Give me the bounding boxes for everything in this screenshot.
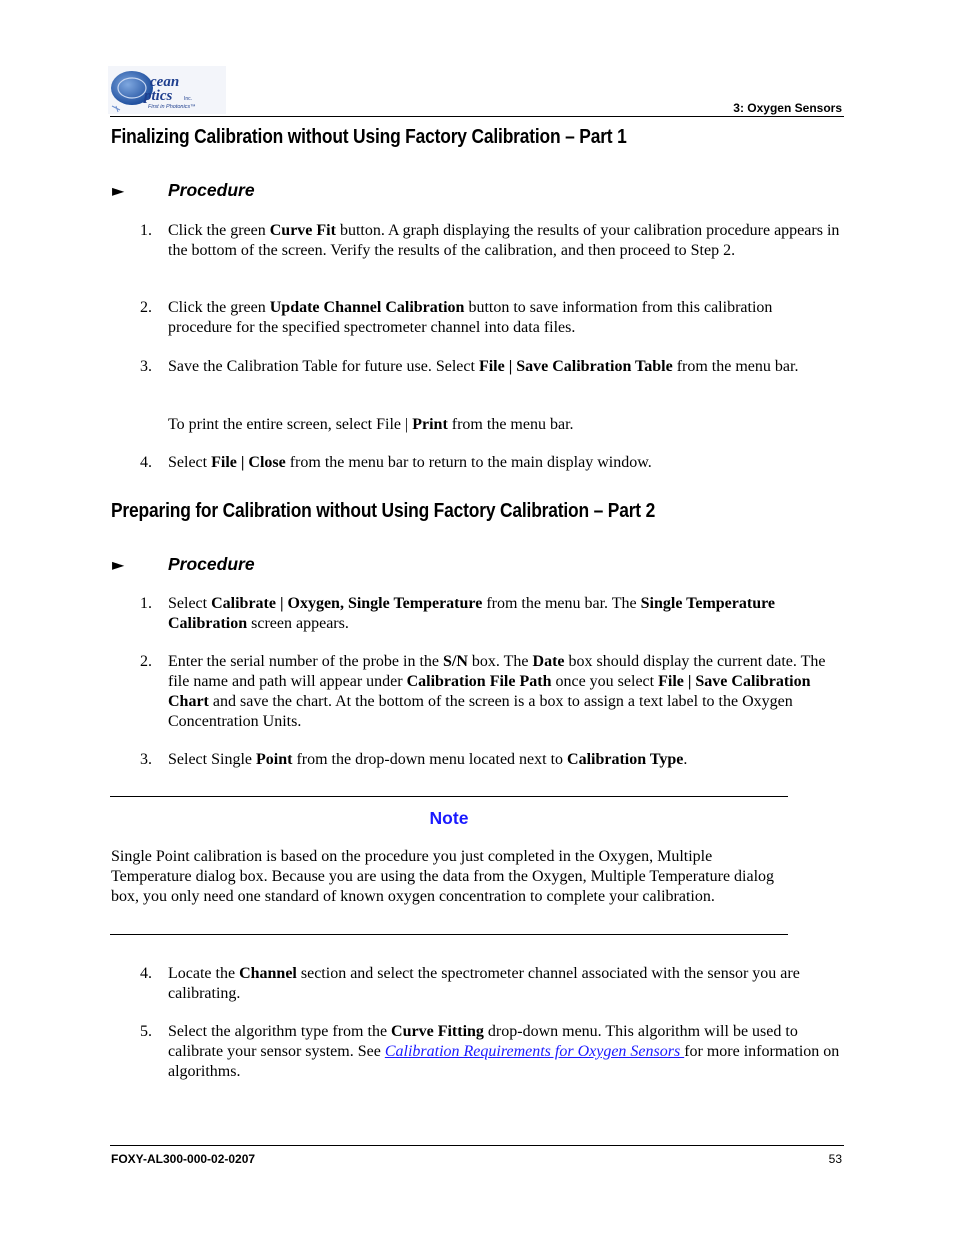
header-section-title: 3: Oxygen Sensors bbox=[733, 101, 842, 115]
step-text bbox=[168, 1022, 840, 1082]
calibration-requirements-link[interactable]: Calibration Requirements for Oxygen Sensors bbox=[384, 1043, 685, 1060]
step-text: Locate the Channel section and select the spectrometer channel associated with the sensor you are calibrating. bbox=[168, 965, 800, 1002]
svg-text:cean: cean bbox=[150, 74, 180, 90]
step-text: Save the Calibration Table for future use. Select File | Save Calibration Table from the menu bar. bbox=[168, 358, 799, 375]
note-top-rule bbox=[110, 796, 788, 797]
step-text: Click the green Update Channel Calibration button to save information from this calibration procedure for the specified spectrometer channel into data files. bbox=[168, 299, 773, 336]
svg-text:ptics: ptics bbox=[144, 88, 173, 104]
step-number: 3. bbox=[140, 358, 152, 375]
step-number: 2. bbox=[140, 653, 152, 670]
note-body: Single Point calibration is based on the procedure you just completed in the Oxygen, Multiple Temperature dialog box. Because you are using the data from the Oxygen, Multiple Temperature dialog box, you only need one standard of known oxygen concentration to complete your calibration. bbox=[111, 848, 775, 905]
section-heading-part-2: Preparing for Calibration without Using Factory Calibration – Part 2 bbox=[111, 500, 656, 522]
footer-page-number: 53 bbox=[828, 1152, 842, 1166]
step-text: Click the green Curve Fit button. A graph displaying the results of your calibration procedure appears in the bottom of the screen. Verify the results of the calibration, and then proceed to Step 2. bbox=[168, 222, 840, 259]
procedure-label-part-2: Procedure bbox=[168, 554, 255, 574]
step-text: Select Single Point from the drop-down menu located next to Calibration Type. bbox=[168, 751, 688, 768]
ocean-optics-logo bbox=[108, 66, 226, 114]
step-text-post: for more information on algorithms. bbox=[168, 1043, 840, 1080]
svg-text:Inc.: Inc. bbox=[184, 96, 193, 102]
step-number: 3. bbox=[140, 751, 152, 768]
footer-doc-id: FOXY-AL300-000-02-0207 bbox=[111, 1152, 256, 1166]
step-text-mid: drop-down menu. This algorithm will be used to calibrate your sensor system. See bbox=[168, 1023, 798, 1060]
header-divider bbox=[110, 116, 844, 117]
procedure-label-part-1: Procedure bbox=[168, 180, 255, 200]
step-number: 1. bbox=[140, 595, 152, 612]
step-number: 5. bbox=[140, 1023, 152, 1040]
step-number: 2. bbox=[140, 299, 152, 316]
procedure-arrow-icon: ► bbox=[112, 555, 125, 574]
step-text: Select Calibrate | Oxygen, Single Temperature from the menu bar. The Single Temperature Calibration screen appears. bbox=[168, 595, 776, 632]
curve-fitting-term: Curve Fitting bbox=[391, 1023, 484, 1040]
procedure-arrow-icon: ► bbox=[112, 181, 125, 200]
svg-text:First in Photonics™: First in Photonics™ bbox=[148, 104, 196, 110]
step-number: 4. bbox=[140, 965, 152, 982]
section-heading-part-1: Finalizing Calibration without Using Factory Calibration – Part 1 bbox=[111, 126, 627, 148]
step-subtext: To print the entire screen, select File | Print from the menu bar. bbox=[168, 416, 574, 433]
note-title: Note bbox=[429, 808, 469, 828]
footer-divider bbox=[110, 1145, 844, 1146]
step-text: Select File | Close from the menu bar to return to the main display window. bbox=[168, 454, 652, 471]
step-text: Enter the serial number of the probe in the S/N box. The Date box should display the current date. The file name and path will appear under Calibration File Path once you select File | Save Calibration Chart and save the chart. At the bottom of the screen is a box to assign a text label to the Oxygen Concentration Units. bbox=[168, 653, 826, 730]
note-bottom-rule bbox=[110, 934, 788, 935]
step-text-pre: Select the algorithm type from the bbox=[168, 1023, 392, 1040]
step-number: 4. bbox=[140, 454, 152, 471]
step-number: 1. bbox=[140, 222, 152, 239]
